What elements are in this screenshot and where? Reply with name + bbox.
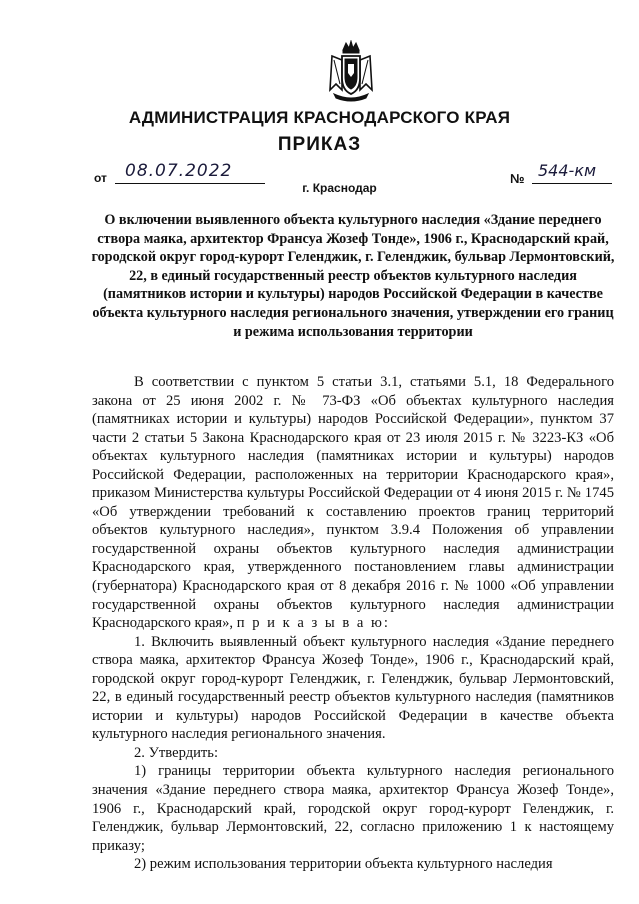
item-2-2-paragraph: 2) режим использования территории объекта культурного наследия [134,856,553,873]
date-label: от [94,171,107,185]
document-date: 08.07.2022 [125,161,233,181]
order-word: п р и к а з ы в а ю: [236,615,390,632]
document-type: ПРИКАЗ [277,134,362,155]
document-city: г. Краснодар [302,181,377,195]
document-number: 544-км [538,161,597,180]
number-label: № [510,171,525,186]
document-body [92,373,614,874]
document-title: О включении выявленного объекта культурного наследия «Здание переднего створа маяка, архитектор Франсуа Жозеф Тонде», 1906 г., Краснодарский край, городской округ город-курорт Геленджик, г. Геленджик, бульвар Лермонтовский, 22, в единый государственный реестр объектов культурного наследия (памятников истории и культуры) народов Российской Федерации в качестве объекта культурного наследия регионального значения, утверждении его границ и режима использования территории [91,212,615,340]
preamble-text: В соответствии с пунктом 5 статьи 3.1, статьями 5.1, 18 Федерального закона от 25 июня 2002 г. № 73-ФЗ «Об объектах культурного наследия (памятниках истории и культуры) народов Российской Федерации», пунктом 37 части 2 статьи 5 Закона Краснодарского края от 23 июля 2015 г. № 3223-КЗ «Об объектах культурного наследия (памятниках истории и культуры) народов Российской Федерации, расположенных на территории Краснодарского края», приказом Министерства культуры Российской Федерации от 4 июня 2015 г. № 1745 «Об утверждении требований к составлению проектов границ территорий объектов культурного наследия», пунктом 3.9.4 Положения об управлении государственной охраны объектов культурного наследия администрации Краснодарского края, утвержденного постановлением главы администрации (губернатора) Краснодарского края от 8 декабря 2016 г. № 1000 «Об управлении государственной охраны объектов культурного наследия администрации Краснодарского края», [92,374,614,632]
item-2-paragraph: 2. Утвердить: [134,744,219,761]
krasnodar-coat-of-arms-icon [326,40,376,102]
item-2-1-paragraph: 1) границы территории объекта культурного наследия регионального значения «Здание переднего створа маяка, архитектор Франсуа Жозеф Тонде», 1906 г., Краснодарский край, городской округ город-курорт Геленджик, г. Геленджик, бульвар Лермонтовский, 22, согласно приложению 1 к настоящему приказу; [92,763,614,854]
item-1-paragraph: 1. Включить выявленный объект культурного наследия «Здание переднего створа маяка, архитектор Франсуа Жозеф Тонде», 1906 г., Краснодарский край, городской округ город-курорт Геленджик, г. Геленджик, бульвар Лермонтовский, 22, в единый государственный реестр объектов культурного наследия (памятников истории и культуры) народов Российской Федерации в качестве объекта культурного наследия регионального значения. [92,633,614,743]
organization-name: АДМИНИСТРАЦИЯ КРАСНОДАРСКОГО КРАЯ [128,108,511,127]
preamble-paragraph [92,373,614,633]
